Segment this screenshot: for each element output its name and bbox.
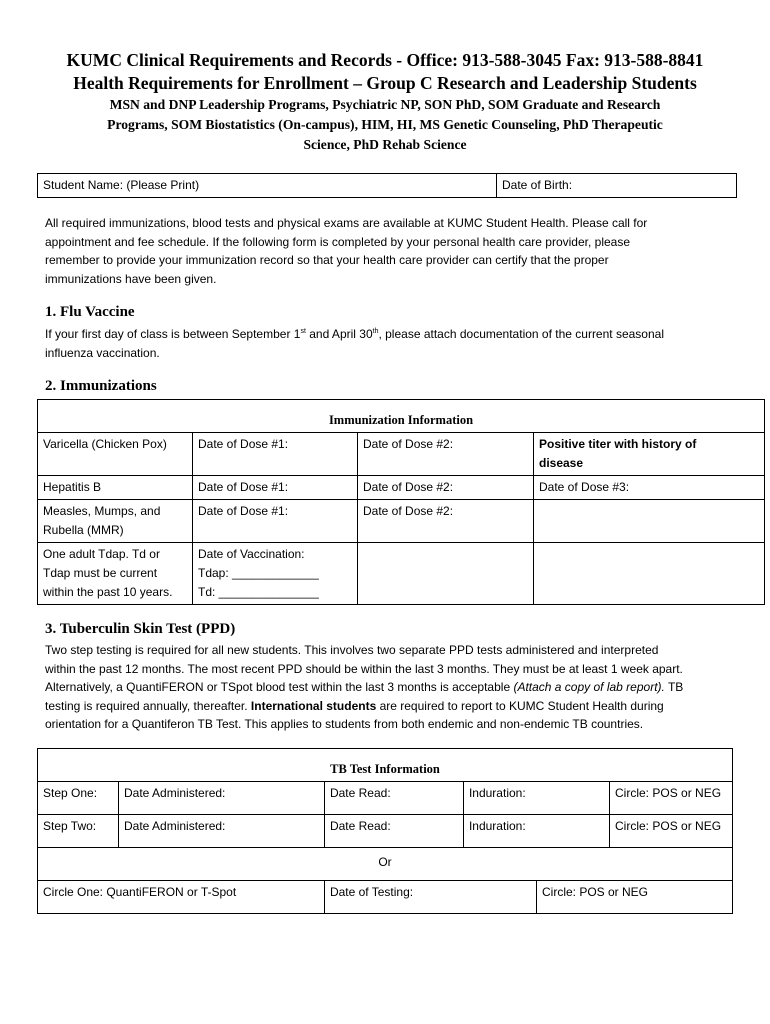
step-one-administered[interactable]: Date Administered: bbox=[119, 782, 325, 815]
student-info-table bbox=[37, 173, 737, 198]
mmr-dose2[interactable]: Date of Dose #2: bbox=[358, 500, 534, 543]
blood-test-date[interactable]: Date of Testing: bbox=[324, 881, 536, 914]
varicella-label: Varicella (Chicken Pox) bbox=[38, 433, 193, 476]
step-one-induration[interactable]: Induration: bbox=[463, 782, 609, 815]
tdap-vaccination-date[interactable]: Date of Vaccination: Tdap: _____________ Td: _______________ bbox=[193, 543, 358, 605]
hepatitis-b-dose2[interactable]: Date of Dose #2: bbox=[358, 476, 534, 500]
blood-test-type[interactable]: Circle One: QuantiFERON or T-Spot bbox=[38, 881, 325, 914]
step-one-read[interactable]: Date Read: bbox=[324, 782, 463, 815]
header-form-title: Health Requirements for Enrollment – Group C Research and Leadership Students bbox=[73, 73, 697, 93]
tdap-label: One adult Tdap. Td or Tdap must be current within the past 10 years. bbox=[38, 543, 193, 605]
step-two-read[interactable]: Date Read: bbox=[324, 815, 463, 848]
immunization-caption: Immunization Information bbox=[38, 400, 765, 433]
tdap-extra-2[interactable] bbox=[534, 543, 765, 605]
mmr-extra[interactable] bbox=[534, 500, 765, 543]
step-one-label: Step One: bbox=[38, 782, 119, 815]
date-of-birth-field[interactable]: Date of Birth: bbox=[497, 174, 737, 198]
tdap-extra-1[interactable] bbox=[358, 543, 534, 605]
tb-test-table bbox=[37, 748, 733, 914]
flu-paragraph: If your first day of class is between September 1st and April 30th, please attach documentation of the current seasonal influenza vaccination. bbox=[45, 327, 664, 360]
step-two-administered[interactable]: Date Administered: bbox=[119, 815, 325, 848]
or-separator: Or bbox=[38, 848, 733, 881]
immunizations-heading: 2. Immunizations bbox=[45, 378, 157, 394]
header-programs: MSN and DNP Leadership Programs, Psychiatric NP, SON PhD, SOM Graduate and Research Programs, SOM Biostatistics (On-campus), HIM, HI, MS Genetic Counseling, PhD Therapeutic Science, PhD Rehab Science bbox=[107, 97, 663, 152]
mmr-label: Measles, Mumps, and Rubella (MMR) bbox=[38, 500, 193, 543]
tb-heading: 3. Tuberculin Skin Test (PPD) bbox=[45, 621, 236, 637]
step-two-induration[interactable]: Induration: bbox=[463, 815, 609, 848]
hepatitis-b-dose3[interactable]: Date of Dose #3: bbox=[534, 476, 765, 500]
mmr-dose1[interactable]: Date of Dose #1: bbox=[193, 500, 358, 543]
student-name-field[interactable]: Student Name: (Please Print) bbox=[38, 174, 497, 198]
varicella-titer[interactable]: Positive titer with history of disease bbox=[534, 433, 765, 476]
intro-paragraph: All required immunizations, blood tests and physical exams are available at KUMC Student Health. Please call for appointment and fee schedule. If the following form is completed by your personal health care provider, please remember to provide your immunization record so that your health care provider can certify that the proper immunizations have been given. bbox=[45, 216, 648, 286]
blood-test-result[interactable]: Circle: POS or NEG bbox=[536, 881, 732, 914]
step-two-label: Step Two: bbox=[38, 815, 119, 848]
header-office-line: KUMC Clinical Requirements and Records - Office: 913-588-3045 Fax: 913-588-8841 bbox=[66, 50, 704, 70]
hepatitis-b-label: Hepatitis B bbox=[38, 476, 193, 500]
immunization-table bbox=[37, 399, 765, 605]
step-two-result[interactable]: Circle: POS or NEG bbox=[610, 815, 733, 848]
tb-caption: TB Test Information bbox=[38, 749, 733, 782]
varicella-dose1[interactable]: Date of Dose #1: bbox=[193, 433, 358, 476]
tb-paragraph: Two step testing is required for all new students. This involves two separate PPD tests administered and interpreted within the past 12 months. The most recent PPD should be within the last 3 months. They must be at least 1 week apart. Alternatively, a QuantiFERON or TSpot blood test within the last 3 months is acceptable (Attach a copy of lab report). TB testing is required annually, thereafter. International students are required to report to KUMC Student Health during orientation for a Quantiferon TB Test. This applies to students from both endemic and non-endemic TB countries. bbox=[45, 643, 684, 731]
flu-heading: 1. Flu Vaccine bbox=[45, 304, 135, 320]
hepatitis-b-dose1[interactable]: Date of Dose #1: bbox=[193, 476, 358, 500]
step-one-result[interactable]: Circle: POS or NEG bbox=[610, 782, 733, 815]
varicella-dose2[interactable]: Date of Dose #2: bbox=[358, 433, 534, 476]
